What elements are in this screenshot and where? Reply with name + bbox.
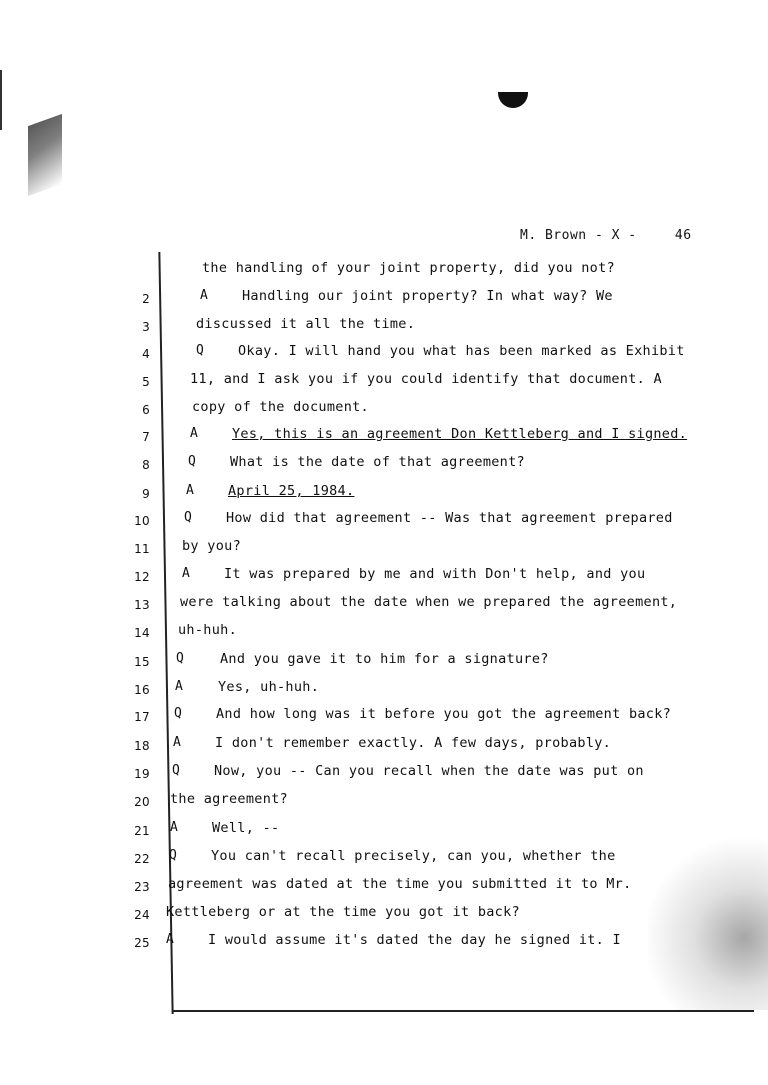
line-text: What is the date of that agreement? [230, 454, 525, 470]
line-text: the agreement? [170, 791, 288, 807]
line-number: 14 [134, 626, 150, 640]
line-text: copy of the document. [192, 399, 369, 415]
line-number: 11 [134, 542, 150, 556]
line-number: 21 [134, 824, 150, 838]
line-text: Handling our joint property? In what way? We [242, 288, 613, 304]
line-text: the handling of your joint property, did you not? [202, 260, 615, 276]
line-text: by you? [182, 538, 241, 554]
scan-speckle [648, 830, 768, 1010]
line-text: Kettleberg or at the time you got it back? [166, 904, 520, 920]
page-number: 46 [674, 228, 692, 243]
line-number: 25 [134, 936, 150, 950]
line-number: 18 [134, 739, 150, 753]
line-number: 8 [142, 458, 150, 472]
speaker-label: A [182, 566, 191, 581]
line-number: 24 [134, 908, 150, 922]
line-text: April 25, 1984. [228, 483, 355, 499]
line-number: 9 [142, 487, 150, 501]
witness-label: M. Brown - X - [520, 228, 637, 243]
speaker-label: Q [174, 706, 183, 721]
line-number: 19 [134, 767, 150, 781]
line-number: 15 [134, 655, 150, 669]
speaker-label: Q [188, 454, 197, 469]
page-header [520, 228, 692, 243]
line-text: 11, and I ask you if you could identify that document. A [190, 371, 662, 387]
speaker-label: A [175, 679, 184, 694]
line-text: Yes, uh-huh. [218, 679, 320, 695]
speaker-label: Q [176, 651, 185, 666]
speaker-label: A [173, 735, 182, 750]
line-number: 3 [142, 320, 150, 334]
line-number: 5 [142, 375, 150, 389]
speaker-label: Q [172, 763, 181, 778]
line-text: Now, you -- Can you recall when the date was put on [214, 763, 644, 779]
line-number: 10 [134, 514, 150, 528]
line-text: were talking about the date when we prepared the agreement, [180, 594, 678, 610]
speaker-label: A [200, 288, 209, 303]
line-number: 13 [134, 598, 150, 612]
line-number: 17 [134, 710, 150, 724]
line-number: 6 [142, 403, 150, 417]
line-text: And how long was it before you got the agreement back? [216, 706, 672, 722]
line-text: agreement was dated at the time you submitted it to Mr. [168, 876, 632, 892]
line-text: I would assume it's dated the day he signed it. I [208, 932, 621, 948]
speaker-label: A [170, 820, 179, 835]
line-text: Yes, this is an agreement Don Kettleberg and I signed. [232, 426, 688, 442]
speaker-label: Q [184, 510, 193, 525]
line-text: Well, -- [212, 820, 280, 836]
line-text: Okay. I will hand you what has been marked as Exhibit [238, 343, 685, 359]
line-number: 22 [134, 852, 150, 866]
line-number: 16 [134, 683, 150, 697]
line-number: 20 [134, 795, 150, 809]
line-text: It was prepared by me and with Don't help, and you [224, 566, 646, 582]
speaker-label: A [166, 932, 175, 947]
speaker-label: A [186, 483, 195, 498]
speaker-label: Q [196, 343, 205, 358]
line-text: And you gave it to him for a signature? [220, 651, 549, 667]
bottom-rule [172, 1010, 754, 1012]
line-text: discussed it all the time. [196, 316, 416, 332]
line-text: uh-huh. [178, 622, 237, 638]
line-number: 23 [134, 880, 150, 894]
line-number: 4 [142, 347, 150, 361]
line-number: 7 [142, 430, 150, 444]
punch-hole-mark [498, 92, 528, 108]
speaker-label: A [190, 426, 199, 441]
line-number: 2 [142, 292, 150, 306]
line-text: You can't recall precisely, can you, whether the [211, 848, 616, 864]
scan-smudge [28, 114, 62, 196]
scan-edge-mark [0, 70, 2, 130]
line-number: 12 [134, 570, 150, 584]
line-text: How did that agreement -- Was that agreement prepared [226, 510, 673, 526]
speaker-label: Q [169, 848, 178, 863]
line-text: I don't remember exactly. A few days, probably. [215, 735, 612, 751]
left-margin-rule [158, 252, 173, 1014]
